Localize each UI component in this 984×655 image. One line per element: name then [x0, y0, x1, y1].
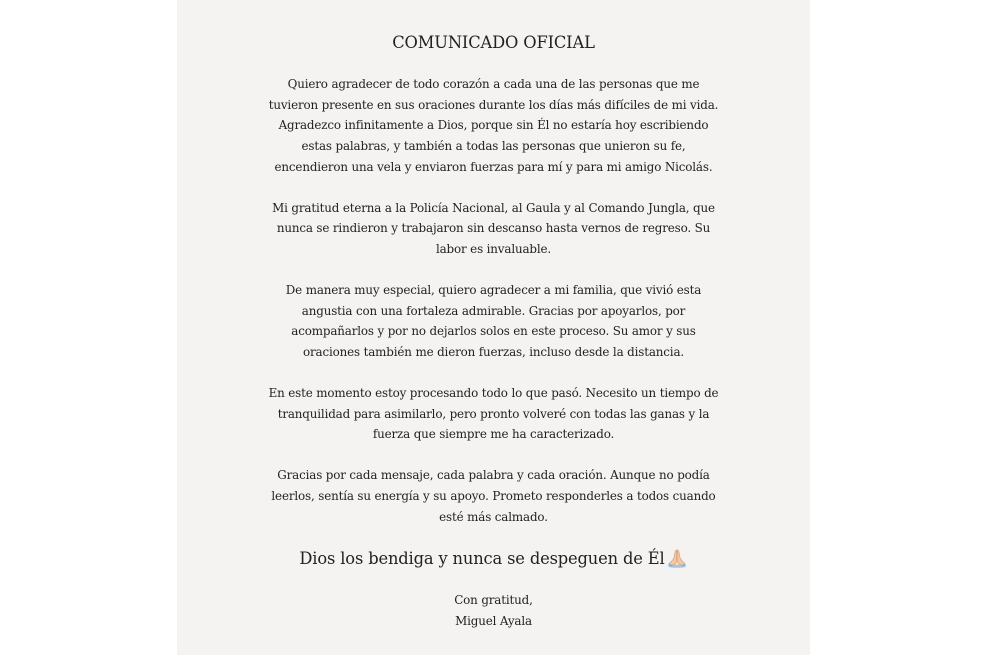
text-line: Mi gratitud eterna a la Policía Nacional, al Gaula y al Comando Jungla, que	[272, 200, 715, 215]
blessing-line	[177, 548, 810, 570]
document-page	[177, 0, 810, 655]
blessing-text: Dios los bendiga y nunca se despeguen de Él	[299, 548, 665, 568]
statement-body	[177, 33, 810, 631]
closing-block	[177, 590, 810, 631]
text-line: angustia con una fortaleza admirable. Gracias por apoyarlos, por	[301, 303, 686, 318]
text-line: Agradezco infinitamente a Dios, porque sin Él no estaría hoy escribiendo	[278, 118, 709, 133]
paragraph-messages-thanks	[177, 465, 810, 527]
text-line: Gracias por cada mensaje, cada palabra y cada oración. Aunque no podía	[277, 468, 710, 483]
text-line: acompañarlos y por no dejarlos solos en este proceso. Su amor y sus	[291, 324, 696, 339]
text-line: fuerza que siempre me ha caracterizado.	[372, 427, 615, 442]
text-line: En este momento estoy procesando todo lo que pasó. Necesito un tiempo de	[268, 386, 719, 401]
text-line: Quiero agradecer de todo corazón a cada una de las personas que me	[287, 77, 700, 92]
text-line: encendieron una vela y enviaron fuerzas para mí y para mi amigo Nicolás.	[274, 159, 713, 174]
closing-text: Con gratitud,	[454, 593, 533, 608]
paragraph-family-thanks	[177, 280, 810, 362]
text-line: labor es invaluable.	[435, 241, 552, 256]
document-title: COMUNICADO OFICIAL	[392, 33, 595, 52]
text-line: oraciones también me dieron fuerzas, incluso desde la distancia.	[302, 344, 685, 359]
paragraph-processing	[177, 383, 810, 445]
text-line: esté más calmado.	[439, 509, 548, 524]
text-line: estas palabras, y también a todas las personas que unieron su fe,	[301, 138, 686, 153]
text-line: tranquilidad para asimilarlo, pero pronto volveré con todas las ganas y la	[277, 406, 710, 421]
praying-hands-icon	[666, 548, 688, 568]
paragraph-gratitude-prayers	[177, 74, 810, 177]
text-line: tuvieron presente en sus oraciones durante los días más difíciles de mi vida.	[268, 97, 719, 112]
signature: Miguel Ayala	[455, 613, 532, 628]
text-line: nunca se rindieron y trabajaron sin descanso hasta vernos de regreso. Su	[276, 221, 711, 236]
text-line: leerlos, sentía su energía y su apoyo. Prometo responderles a todos cuando	[271, 489, 716, 504]
paragraph-police-thanks	[177, 198, 810, 260]
text-line: De manera muy especial, quiero agradecer a mi familia, que vivió esta	[285, 283, 702, 298]
